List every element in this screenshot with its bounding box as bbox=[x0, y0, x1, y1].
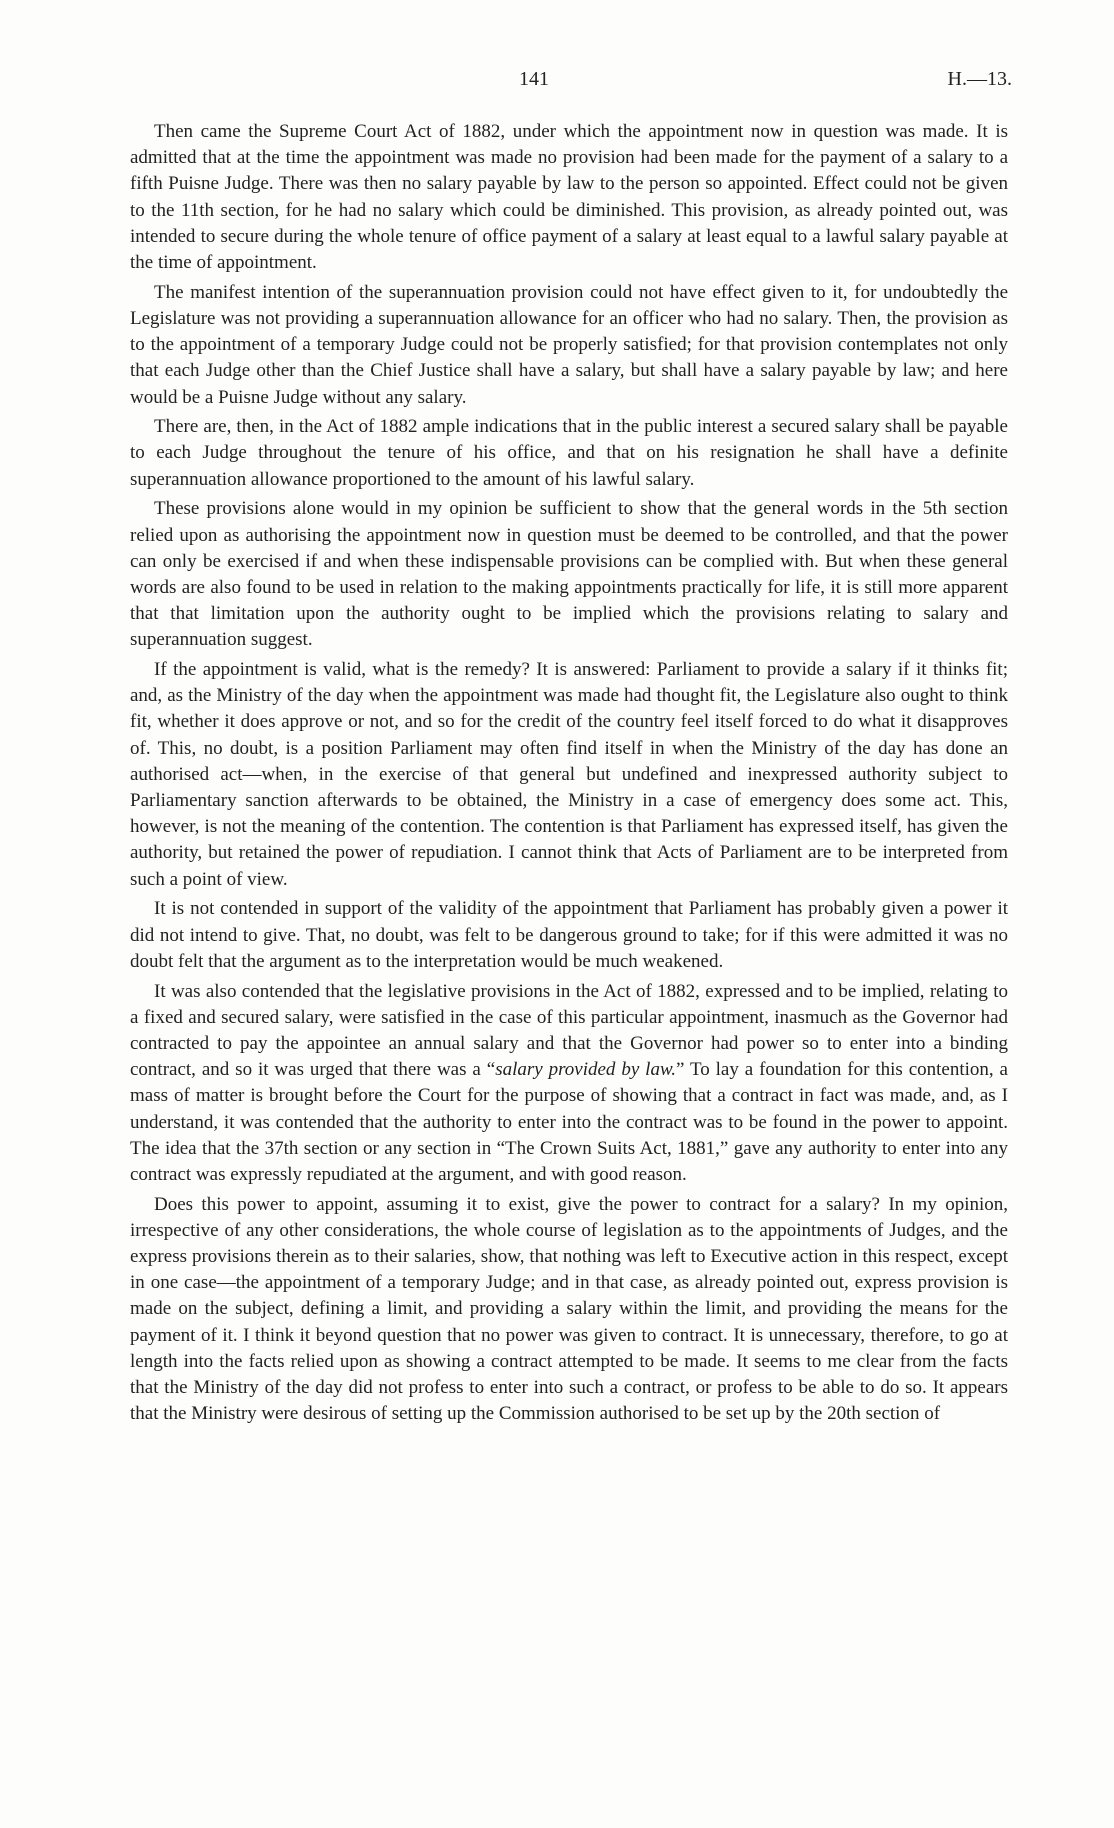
paragraph-2: The manifest intention of the superannuation provision could not have effect given to it, for undoubtedly the Legislature was not providing a superannuation allowance for an officer who had no salary. Then, the provision as to the appointment of a temporary Judge could not be properly satisfied; for that provision contemplates not only that each Judge other than the Chief Justice shall have a salary, but shall have a salary payable by law; and here would be a Puisne Judge without any salary. bbox=[130, 281, 1008, 408]
paragraph-7-text-after: ” To lay a foundation for this contention, a mass of matter is brought before the Court for the purpose of showing that a contract in fact was made, and, as I understand, it was contended that the authority to enter into the contract was to be found in the power to appoint. The idea that the 37th section or any section in “The Crown Suits Act, 1881,” gave any authority to enter into any contract was expressly repudiated at the argument, and with good reason. bbox=[130, 1059, 1008, 1185]
page-reference: H.—13. bbox=[947, 68, 1012, 90]
paragraph-4: These provisions alone would in my opinion be sufficient to show that the general words in the 5th section relied upon as authorising the appointment now in question must be deemed to be controlled, and that the power can only be exercised if and when these indispensable provisions can be complied with. But when these general words are also found to be used in relation to the making appointments practically for life, it is still more apparent that that limitation upon the authority ought to be implied which the provisions relating to salary and superannuation suggest. bbox=[130, 498, 1008, 651]
paragraph-7-italic-quote: salary provided by law. bbox=[495, 1059, 676, 1081]
body-text bbox=[130, 119, 1008, 1431]
paragraph-3: There are, then, in the Act of 1882 ample indications that in the public interest a secured salary shall be payable to each Judge throughout the tenure of his office, and that on his resignation he shall have a definite superannuation allowance proportioned to the amount of his lawful salary. bbox=[130, 416, 1008, 490]
paragraph-1: Then came the Supreme Court Act of 1882, under which the appointment now in question was made. It is admitted that at the time the appointment was made no provision had been made for the payment of a salary to a fifth Puisne Judge. There was then no salary payable by law to the person so appointed. Effect could not be given to the 11th section, for he had no salary which could be diminished. This provision, as already pointed out, was intended to secure during the whole tenure of office payment of a salary at least equal to a lawful salary payable at the time of appointment. bbox=[130, 121, 1008, 274]
paragraph-5: If the appointment is valid, what is the remedy? It is answered: Parliament to provide a salary if it thinks fit; and, as the Ministry of the day when the appointment was made had thought fit, the Legislature also ought to think fit, whether it does approve or not, and so for the credit of the country feel itself forced to do what it disapproves of. This, no doubt, is a position Parliament may often find itself in when the Ministry of the day has done an authorised act—when, in the exercise of that general but undefined and inexpressed authority subject to Parliamentary sanction afterwards to be obtained, the Ministry in a case of emergency does some act. This, however, is not the meaning of the contention. The contention is that Parliament has expressed itself, has given the authority, but retained the power of repudiation. I cannot think that Acts of Parliament are to be interpreted from such a point of view. bbox=[130, 659, 1008, 890]
paragraph-6: It is not contended in support of the validity of the appointment that Parliament has probably given a power it did not intend to give. That, no doubt, was felt to be dangerous ground to take; for if this were admitted it was no doubt felt that the argument as to the interpretation would be much weakened. bbox=[130, 898, 1008, 972]
paragraph-8: Does this power to appoint, assuming it to exist, give the power to contract for a salary? In my opinion, irrespective of any other considerations, the whole course of legislation as to the appointments of Judges, and the express provisions therein as to their salaries, show, that nothing was left to Executive action in this respect, except in one case—the appointment of a temporary Judge; and in that case, as already pointed out, express provision is made on the subject, defining a limit, and providing a salary within the limit, and providing the means for the payment of it. I think it beyond question that no power was given to contract. It is unnecessary, therefore, to go at length into the facts relied upon as showing a contract attempted to be made. It seems to me clear from the facts that the Ministry of the day did not profess to enter into such a contract, or profess to be able to do so. It appears that the Ministry were desirous of setting up the Commission authorised to be set up by the 20th section of bbox=[130, 1193, 1008, 1425]
page-number: 141 bbox=[519, 68, 549, 90]
page-header bbox=[0, 68, 1114, 98]
paragraph-7 bbox=[130, 979, 1008, 1189]
paragraph-7-text-before: It was also contended that the legislative provisions in the Act of 1882, expressed and to be implied, relating to a fixed and secured salary, were satisfied in the case of this particular appointment, inasmuch as the Governor had contracted to pay the appointee an annual salary and that the Governor had power so to enter into a binding contract, and so it was urged that there was a “ bbox=[130, 980, 1008, 1081]
